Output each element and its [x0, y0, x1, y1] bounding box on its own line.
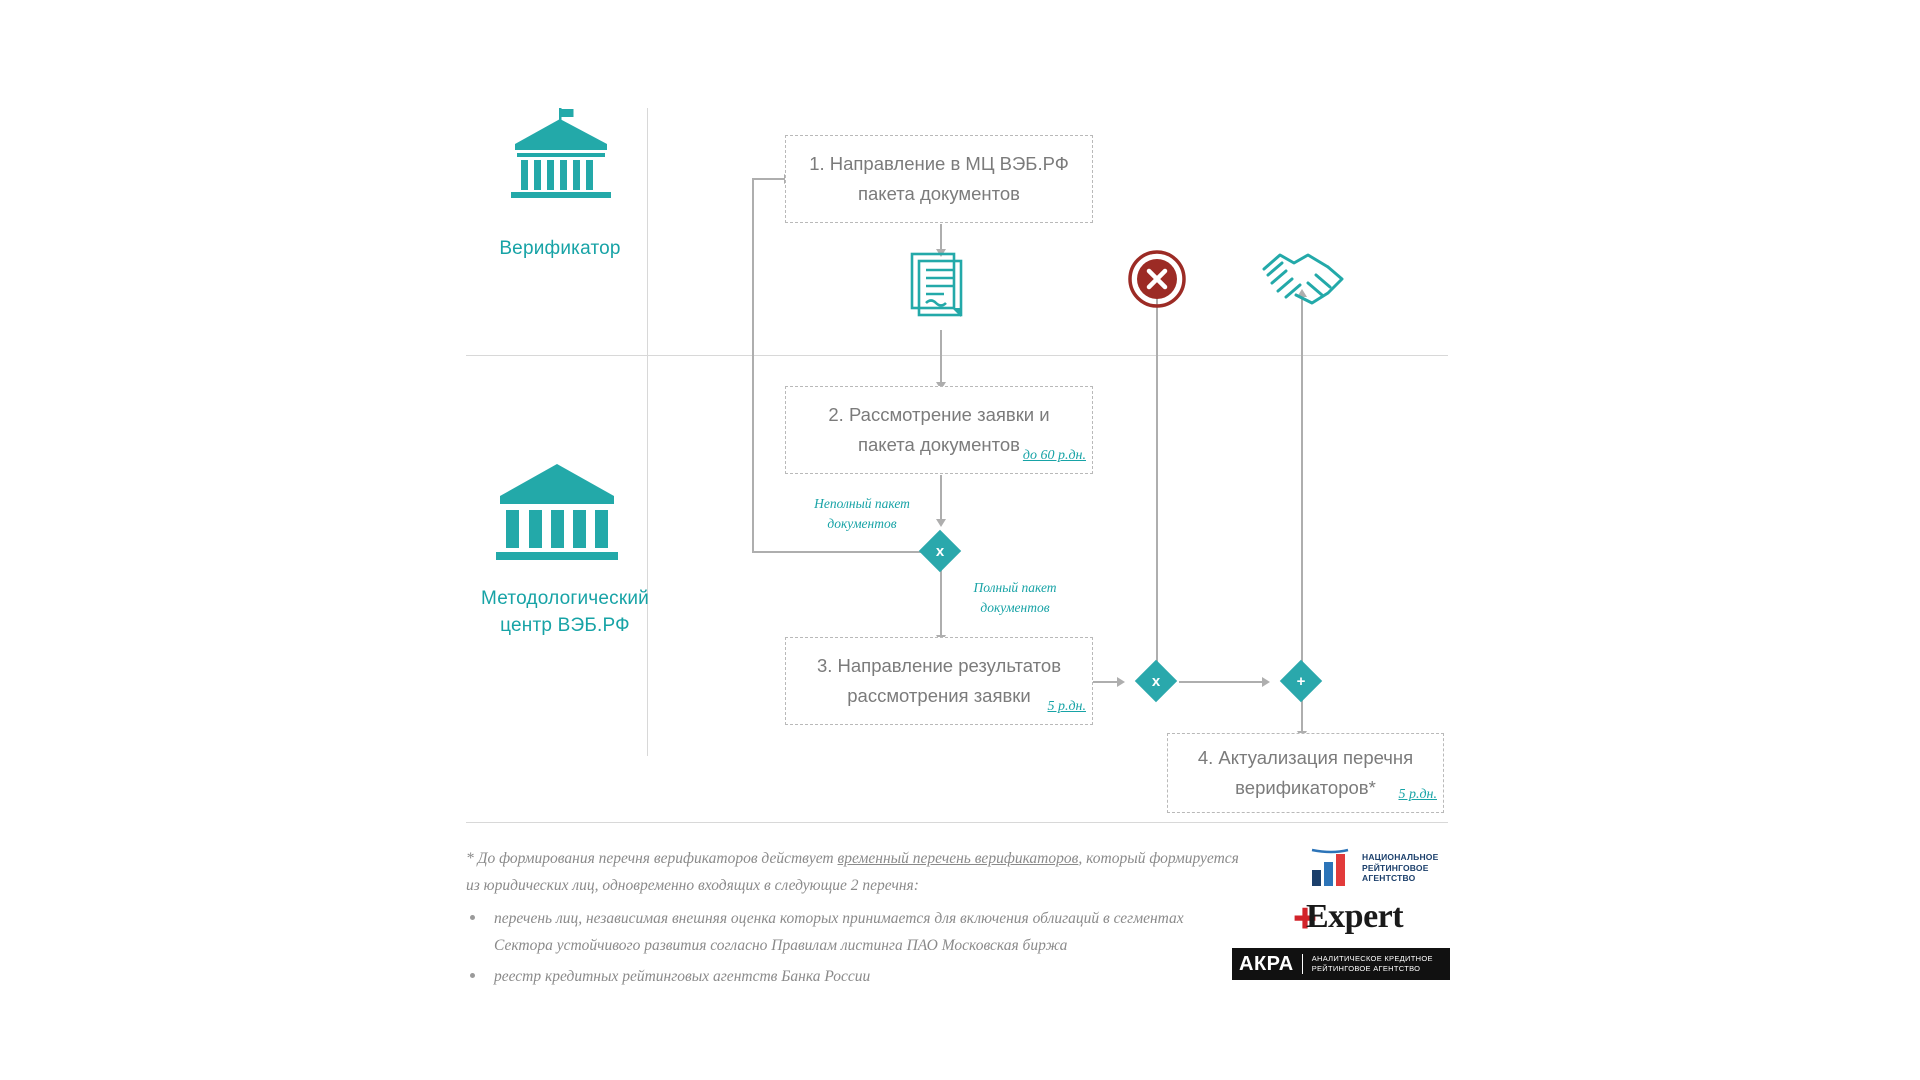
- footnote-bullet1-line2: Сектора устойчивого развития согласно Правилам листинга ПАО Московская биржа: [494, 937, 1068, 954]
- connector-gateway2-to-gatewayplus: [1179, 681, 1263, 683]
- gateway-symbol: x: [935, 542, 945, 560]
- lane-label-line2: центр ВЭБ.РФ: [500, 615, 630, 636]
- step4-duration: 5 р.дн.: [1398, 787, 1437, 802]
- gateway-parallel[interactable]: [1286, 666, 1316, 696]
- nra-line2: РЕЙТИНГОВОЕ: [1362, 862, 1429, 873]
- step3-line1: 3. Направление результатов: [816, 655, 1062, 676]
- footnote-divider: [466, 822, 1448, 823]
- gateway-exclusive-1[interactable]: [925, 536, 955, 566]
- bullet-dot-icon: [470, 915, 475, 920]
- step3-line2: рассмотрения заявки: [847, 685, 1031, 706]
- gateway-symbol: x: [1151, 672, 1161, 690]
- step1-line2: пакета документов: [857, 183, 1020, 204]
- bullet-dot-icon: [470, 973, 475, 978]
- expert-wordmark: Expert: [1306, 898, 1404, 935]
- footnote-line1-suffix: , который формируется: [1078, 850, 1239, 867]
- connector-step1-to-docs: [940, 224, 942, 252]
- footnote-bullet-1: [466, 905, 1226, 959]
- step2-duration: до 60 р.дн.: [1022, 448, 1086, 463]
- lane-divider-vertical: [647, 108, 648, 756]
- lane-label-line1: Методологический: [481, 588, 649, 609]
- step2-line2: пакета документов: [857, 434, 1020, 455]
- footnote-link-temporary-list[interactable]: временный перечень верификаторов: [837, 850, 1079, 867]
- footnote-line-1: [466, 845, 1306, 872]
- connector-loop-vertical: [752, 178, 754, 552]
- nra-logo: [1310, 845, 1490, 891]
- flow-label-line1: Неполный пакет: [814, 496, 910, 511]
- flow-label-line2: документов: [980, 600, 1050, 615]
- arrowhead-gateway2-to-gatewayplus: [1262, 677, 1270, 687]
- bank-building-flag-icon: [497, 108, 625, 198]
- akra-sub-line1: АНАЛИТИЧЕСКОЕ КРЕДИТНОЕ: [1311, 954, 1433, 963]
- nra-line3: АГЕНТСТВО: [1362, 873, 1416, 884]
- lane-label-verifier: Верификатор: [499, 238, 621, 259]
- footnote-line1-prefix: * До формирования перечня верификаторов действует: [466, 850, 838, 867]
- process-box-step-4[interactable]: [1167, 733, 1444, 813]
- connector-step3-to-gateway2: [1093, 681, 1119, 683]
- handshake-icon: [1258, 245, 1348, 315]
- flow-label-complete-package: [940, 578, 1090, 618]
- akra-sub-line2: РЕЙТИНГОВОЕ АГЕНТСТВО: [1311, 964, 1421, 973]
- connector-gatewayplus-to-handshake: [1301, 296, 1303, 666]
- flow-label-incomplete-package: [782, 494, 942, 534]
- step4-line1: 4. Актуализация перечня: [1197, 747, 1414, 768]
- step4-line2: верификаторов*: [1235, 777, 1376, 798]
- footnote-bullet-2: [466, 963, 1226, 990]
- footnote-bullet2-line1: реестр кредитных рейтинговых агентств Банка России: [494, 968, 871, 985]
- gateway-exclusive-2[interactable]: [1141, 666, 1171, 696]
- expert-ra-logo: [1292, 898, 1472, 942]
- akra-logo: [1232, 948, 1450, 980]
- process-box-step-2[interactable]: [785, 386, 1093, 474]
- connector-docs-to-step2: [940, 330, 942, 385]
- footnote-bullet1-line1: перечень лиц, независимая внешняя оценка которых принимается для включения облигаций в сегментах: [494, 910, 1184, 927]
- process-box-step-1[interactable]: [785, 135, 1093, 223]
- flow-label-line2: документов: [827, 516, 897, 531]
- connector-loop-horizontal-bottom: [752, 551, 928, 553]
- step3-duration: 5 р.дн.: [1047, 699, 1086, 714]
- documents-stack-icon: [900, 250, 982, 332]
- lane-label-methodological-center: [420, 585, 710, 639]
- connector-loop-horizontal-top: [752, 178, 787, 180]
- flow-label-line1: Полный пакет: [973, 580, 1057, 595]
- gateway-symbol: +: [1296, 672, 1306, 690]
- footnote-line-2: из юридических лиц, одновременно входящих в следующие 2 перечня:: [466, 877, 919, 894]
- classical-bank-icon: [492, 462, 622, 562]
- error-end-event-icon: [1128, 250, 1186, 308]
- footnote-paragraph: [466, 845, 1306, 899]
- akra-wordmark: АКРА: [1239, 952, 1294, 975]
- process-box-step-3[interactable]: [785, 637, 1093, 725]
- step2-line1: 2. Рассмотрение заявки и: [828, 404, 1050, 425]
- arrowhead-step3-to-gateway2: [1117, 677, 1125, 687]
- nra-line1: НАЦИОНАЛЬНОЕ: [1362, 852, 1439, 863]
- step1-line1: 1. Направление в МЦ ВЭБ.РФ: [809, 153, 1069, 174]
- connector-gateway2-to-terminate: [1156, 296, 1158, 666]
- nra-bar-chart-icon: [1310, 848, 1354, 888]
